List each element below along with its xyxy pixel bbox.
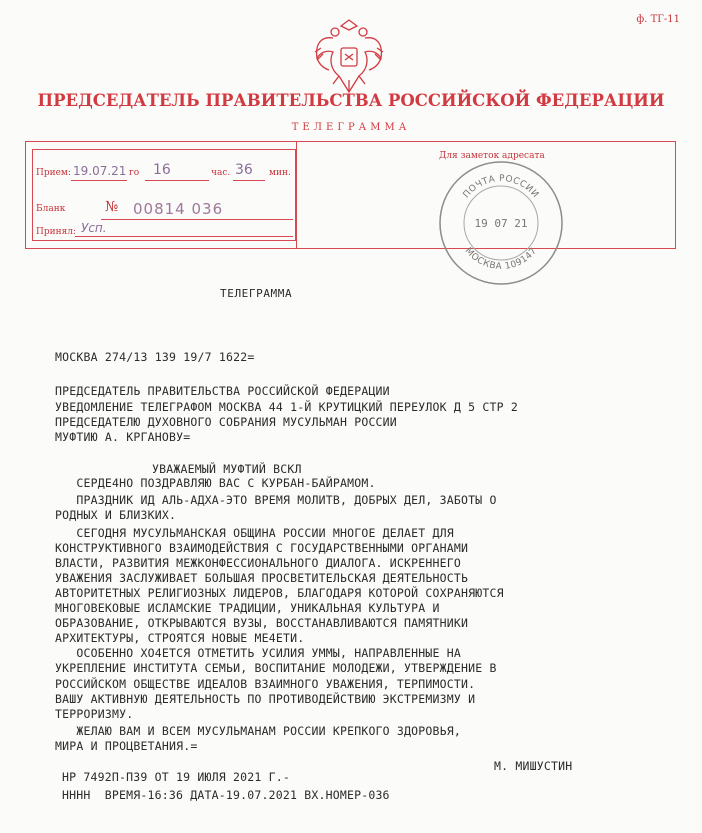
body-line: СЕРДЕ4НО ПОЗДРАВЛЯЮ ВАС С КУРБАН-БАЙРАМОМ. [55,476,376,490]
footer-line: НННН ВРЕМЯ-16:36 ДАТА-19.07.2021 ВХ.НОМЕР-036 [62,788,390,802]
body-line: МИРА И ПРОЦВЕТАНИЯ.= [55,739,198,753]
body-line: АВТОРИТЕТНЫХ РЕЛИГИОЗНЫХ ЛИДЕРОВ, БЛАГОДАРЯ КОТОРОЙ СОХРАНЯЮТСЯ [55,586,504,600]
body-line: СЕГОДНЯ МУСУЛЬМАНСКАЯ ОБЩИНА РОССИИ МНОГОЕ ДЕЛАЕТ ДЛЯ [55,526,454,540]
blank-number: 00814 036 [133,200,224,218]
footer-line: НР 7492П-П39 ОТ 19 ИЮЛЯ 2021 Г.- [62,770,290,784]
blank-label: Бланк [36,204,66,214]
number-sign: № [105,199,119,215]
svg-text:МОСКВА 109147 [463,246,540,272]
telegram-heading: ТЕЛЕГРАММА [220,287,293,300]
received-date: 19.07.21 [73,164,127,178]
body-line: ВАШУ АКТИВНУЮ ДЕЯТЕЛЬНОСТЬ ПО ПРОТИВОДЕЙСТВИЮ ЭКСТРЕМИЗМУ И [55,692,476,706]
body-line: КОНСТРУКТИВНОГО ВЗАИМОДЕЙСТВИЯ С ГОСУДАРСТВЕННЫМИ ОРГАНАМИ [55,541,469,555]
coat-of-arms-icon [311,18,387,98]
body-line: РОДНЫХ И БЛИЗКИХ. [55,508,177,522]
header-title: ПРЕДСЕДАТЕЛЬ ПРАВИТЕЛЬСТВА РОССИЙСКОЙ ФЕДЕРАЦИИ [37,91,665,110]
body-line: УВАЖЕНИЯ ЗАСЛУЖИВАЕТ БОЛЬШАЯ ПРОСВЕТИТЕЛЬСКАЯ ДЕЯТЕЛЬНОСТЬ [55,571,469,585]
minute-value: 36 [235,162,253,178]
hour-prefix: го [129,168,140,178]
body-line: ТЕРРОРИЗМУ. [55,707,134,721]
address-line: ПРЕДСЕДАТЕЛЬ ПРАВИТЕЛЬСТВА РОССИЙСКОЙ ФЕДЕРАЦИИ [55,384,390,398]
postmark-stamp [437,159,565,287]
svg-text:ПОЧТА РОССИИ [462,174,541,200]
accepted-label: Принял: [36,227,77,237]
accepted-value: Усп. [81,221,107,235]
minute-label: мин. [269,168,291,178]
address-line: УВЕДОМЛЕНИЕ ТЕЛЕГРАФОМ МОСКВА 44 1-Й КРУТИЦКИЙ ПЕРЕУЛОК Д 5 СТР 2 [55,400,519,414]
postmark-date: 19 07 21 [474,217,528,230]
header-subtitle: ТЕЛЕГРАММА [291,122,411,133]
body-line: ПРАЗДНИК ИД АЛЬ-АДХА-ЭТО ВРЕМЯ МОЛИТВ, ДОБРЫХ ДЕЛ, ЗАБОТЫ О [55,493,497,507]
hour-label: час. [211,168,231,178]
form-code: ф. ТГ-11 [636,14,680,25]
reception-fields [32,149,296,241]
signature: М. МИШУСТИН [494,759,573,773]
form-divider [296,142,297,248]
postmark-top-text: ПОЧТА РОССИИ [461,173,541,201]
service-line: МОСКВА 274/13 139 19/7 1622= [55,350,255,364]
body-line: ЖЕЛАЮ ВАМ И ВСЕМ МУСУЛЬМАНАМ РОССИИ КРЕПКОГО ЗДОРОВЬЯ, [55,724,462,738]
body-line: УКРЕПЛЕНИЕ ИНСТИТУТА СЕМЬИ, ВОСПИТАНИЕ МОЛОДЕЖИ, УТВЕРЖДЕНИЕ В [55,661,497,675]
body-line: МНОГОВЕКОВЫЕ ИСЛАМСКИЕ ТРАДИЦИИ, УНИКАЛЬНАЯ КУЛЬТУРА И [55,601,440,615]
body-line: АРХИТЕКТУРЫ, СТРОЯТСЯ НОВЫЕ МЕ4ЕТИ. [55,631,305,645]
body-line: ВЛАСТИ, РАЗВИТИЯ МЕЖКОНФЕССИОНАЛЬНОГО ДИАЛОГА. ИСКРЕННЕГО [55,556,462,570]
postmark-bottom-text: МОСКВА 109147 [462,246,540,273]
reception-form [25,141,676,249]
body-line: ОСОБЕННО ХО4ЕТСЯ ОТМЕТИТЬ УСИЛИЯ УММЫ, НАПРАВЛЕННЫЕ НА [55,646,462,660]
greeting: УВАЖАЕМЫЙ МУФТИЙ ВСКЛ [152,462,302,476]
body-line: РОССИЙСКОМ ОБЩЕСТВЕ ИДЕАЛОВ ВЗАИМНОГО УВАЖЕНИЯ, ТЕРПИМОСТИ. [55,677,476,691]
notes-label: Для заметок адресата [439,151,545,161]
hour-value: 16 [153,162,171,178]
address-line: МУФТИЮ А. КРГАНОВУ= [55,430,191,444]
body-line: ОБРАЗОВАНИЕ, ОТКРЫВАЮТСЯ ВУЗЫ, ВОССТАНАВЛИВАЮТСЯ ПАМЯТНИКИ [55,616,469,630]
address-line: ПРЕДСЕДАТЕЛЮ ДУХОВНОГО СОБРАНИЯ МУСУЛЬМАН РОССИИ [55,415,397,429]
received-label: Прием: [36,168,71,178]
